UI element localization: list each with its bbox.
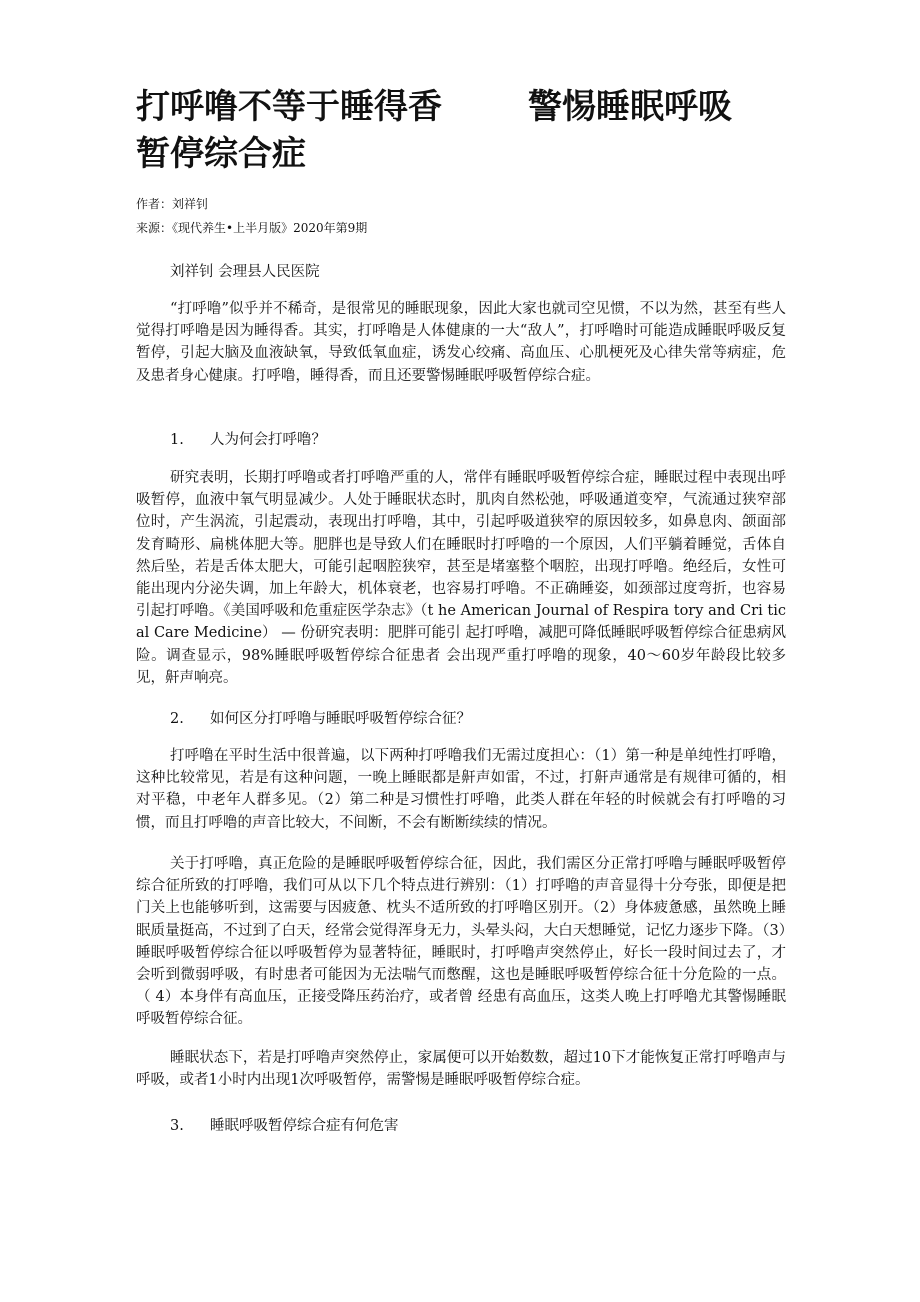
- title-part-3: 暂停综合症: [136, 134, 306, 174]
- section-number: 3.: [170, 1118, 184, 1134]
- author-affiliation: 刘祥钊 会理县人民医院: [170, 264, 320, 280]
- title-part-2: 警惕睡眠呼吸: [528, 87, 732, 127]
- intro-paragraph: “打呼噜”似乎并不稀奇，是很常见的睡眠现象，因此大家也就司空见惯，不以为然，甚至有些人觉得打呼噜是因为睡得香。其实，打呼噜是人体健康的一大“敌人”，打呼噜时可能造成睡眠呼吸反复暂停，引起大脑及血液缺氧，导致低氧血症，诱发心绞痛、高血压、心肌梗死及心律失常等病症，危及患者身心健康。打呼噜，睡得香，而且还要警惕睡眠呼吸暂停综合症。: [136, 301, 786, 384]
- title-part-1: 打呼噜不等于睡得香: [136, 87, 442, 127]
- section-number: 1.: [170, 432, 184, 448]
- section-1-paragraph: 研究表明，长期打呼噜或者打呼噜严重的人，常伴有睡眠呼吸暂停综合症，睡眠过程中表现出呼吸暂停，血液中氧气明显减少。人处于睡眠状态时，肌肉自然松弛，呼吸通道变窄，气流通过狭窄部位时，产生涡流，引起震动，表现出打呼噜，其中，引起呼吸道狭窄的原因较多，如鼻息肉、颌面部发育畸形、扁桃体肥大等。肥胖也是导致人们在睡眠时打呼噜的一个原因，人们平躺着睡觉，舌体自然后坠，若是舌体太肥大，可能引起咽腔狭窄，甚至是堵塞整个咽腔，出现打呼噜。绝经后，女性可能出现内分泌失调，加上年龄大，机体衰老，也容易打呼噜。不正确睡姿，如颈部过度弯折，也容易引起打呼噜。《美国呼吸和危重症医学杂志》（t he American Journal of Respira tory and Cri tical Care Medicine） — 份研究表明：肥胖可能引 起打呼噜，减肥可降低睡眠呼吸暂停综合征患病风险。调查显示，98%睡眠呼吸暂停综合征患者 会出现严重打呼噜的现象，40～60岁年龄段比较多见，鼾声响亮。: [136, 470, 786, 686]
- section-heading-text: 人为何会打呼噜？: [210, 432, 326, 448]
- section-2-paragraph-1: 打呼噜在平时生活中很普遍，以下两种打呼噜我们无需过度担心：（1）第一种是单纯性打呼噜，这种比较常见，若是有这种问题，一晚上睡眠都是鼾声如雷，不过，打鼾声通常是有规律可循的，相对平稳，中老年人群多见。（2）第二种是习惯性打呼噜，此类人群在年轻的时候就会有打呼噜的习惯，而且打呼噜的声音比较大，不间断，不会有断断续续的情况。: [136, 748, 786, 831]
- article-title: [136, 84, 836, 178]
- section-heading-3: [170, 1114, 399, 1135]
- section-heading-1: [170, 428, 326, 449]
- section-2-paragraph-2: 关于打呼噜，真正危险的是睡眠呼吸暂停综合征，因此，我们需区分正常打呼噜与睡眠呼吸暂停综合征所致的打呼噜，我们可从以下几个特点进行辨别：（1）打呼噜的声音显得十分夸张，即便是把门关上也能够听到，这需要与因疲惫、枕头不适所致的打呼噜区别开。（2）身体疲惫感，虽然晚上睡眠质量挺高，不过到了白天，经常会觉得浑身无力，头晕头闷，大白天想睡觉，记忆力逐步下降。（3）睡眠呼吸暂停综合征以呼吸暂停为显著特征，睡眠时，打呼噜声突然停止，好长一段时间过去了，才会听到微弱呼吸，有时患者可能因为无法喘气而憋醒，这也是睡眠呼吸暂停综合征十分危险的一点。 （ 4）本身伴有高血压，正接受降压药治疗，或者曾 经患有高血压，这类人晚上打呼噜尤其警惕睡眠呼吸暂停综合征。: [136, 856, 786, 1028]
- author-line: 作者：刘祥钊: [136, 197, 209, 211]
- section-number: 2.: [170, 711, 184, 727]
- section-heading-text: 睡眠呼吸暂停综合症有何危害: [210, 1118, 399, 1134]
- section-heading-text: 如何区分打呼噜与睡眠呼吸暂停综合征？: [210, 711, 471, 727]
- section-2-paragraph-3: 睡眠状态下，若是打呼噜声突然停止，家属便可以开始数数，超过10下才能恢复正常打呼噜声与呼吸，或者1小时内出现1次呼吸暂停，需警惕是睡眠呼吸暂停综合症。: [136, 1050, 786, 1089]
- section-heading-2: [170, 707, 471, 728]
- source-line: 来源：《现代养生•上半月版》2020年第9期: [136, 221, 368, 235]
